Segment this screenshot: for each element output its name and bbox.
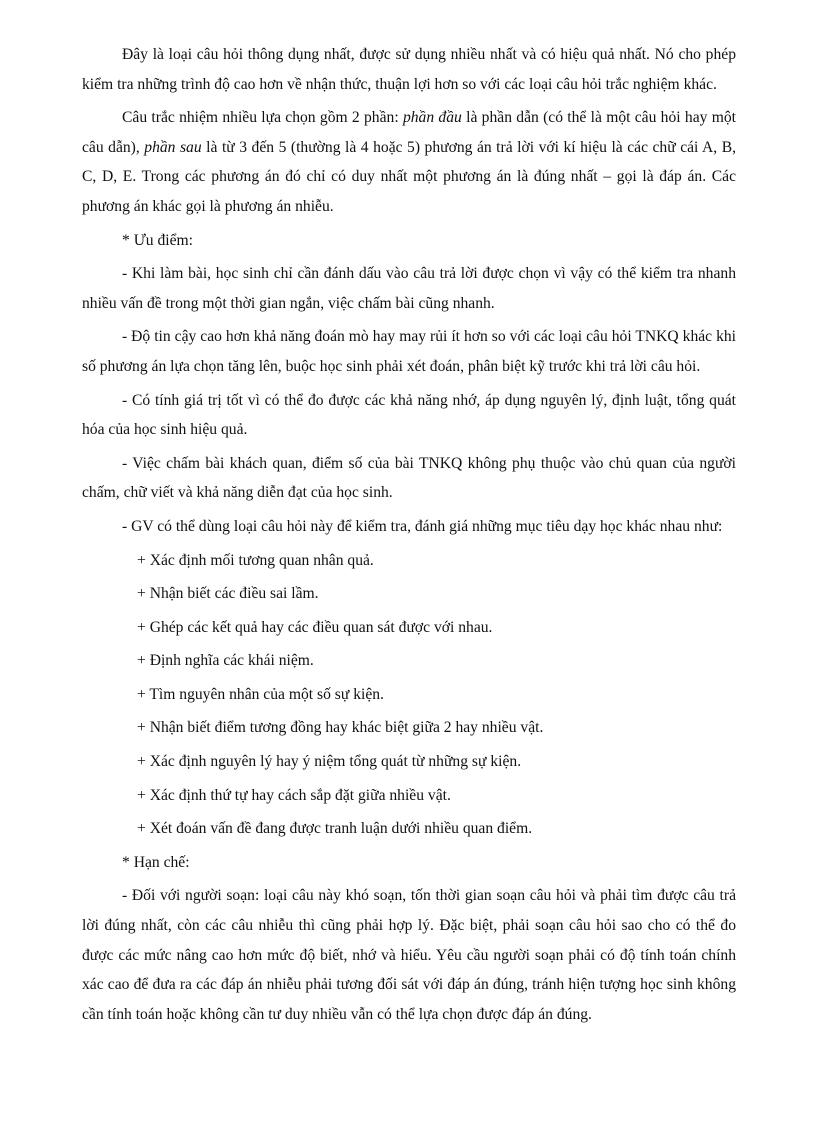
advantage-item: - Có tính giá trị tốt vì có thể đo được các khả năng nhớ, áp dụng nguyên lý, định luật, tổng quát hóa của học sinh hiệu quả.	[82, 391, 736, 439]
advantages-heading: * Ưu điểm:	[122, 231, 194, 249]
advantage-item: - Khi làm bài, học sinh chỉ cần đánh dấu vào câu trả lời được chọn vì vậy có thể kiểm tra nhanh nhiều vấn đề trong một thời gian ngắn, việc chấm bài cũng nhanh.	[82, 265, 736, 312]
advantage-item: - GV có thể dùng loại câu hỏi này để kiểm tra, đánh giá những mục tiêu dạy học khác nhau như:	[122, 517, 723, 535]
objective-item: + Xác định thứ tự hay cách sắp đặt giữa nhiều vật.	[137, 786, 451, 804]
objective-item: + Nhận biết các điều sai lầm.	[137, 585, 319, 603]
objective-item: + Xác định mối tương quan nhân quả.	[137, 551, 374, 569]
structure-mid: là phần dẫn (có thể là một câu hỏi hay một câu dẫn),	[82, 109, 736, 156]
limitation-item: - Đối với người soạn: loại câu này khó soạn, tốn thời gian soạn câu hỏi và phải tìm được câu trả lời đúng nhất, còn các câu nhiễu thì cũng phải hợp lý. Đặc biệt, phải soạn câu hỏi sao cho có thể đo được các mức nâng cao hơn mức độ biết, nhớ và hiểu. Yêu cầu người soạn phải có độ tính toán chính xác cao để đưa ra các đáp án nhiễu phải tương đối sát với đáp án đúng, tránh hiện tượng học sinh không cần tính toán hoặc không cần tư duy nhiều vẫn có thể lựa chọn được đáp án đúng.	[82, 887, 736, 1023]
objective-item: + Xác định nguyên lý hay ý niệm tổng quát từ những sự kiện.	[137, 753, 522, 771]
term-first-part: phần đầu	[402, 109, 462, 127]
paragraph-structure	[82, 103, 736, 221]
limitations-heading: * Hạn chế:	[122, 853, 190, 871]
paragraph-intro: Đây là loại câu hỏi thông dụng nhất, được sử dụng nhiều nhất và có hiệu quả nhất. Nó cho phép kiểm tra những trình độ cao hơn về nhận thức, thuận lợi hơn so với các loại câu hỏi trắc nghiệm khác.	[82, 46, 736, 93]
objective-item: + Định nghĩa các khái niệm.	[137, 652, 314, 670]
term-second-part: phần sau	[144, 138, 202, 156]
document-page	[82, 40, 736, 1033]
advantage-item: - Việc chấm bài khách quan, điểm số của bài TNKQ không phụ thuộc vào chủ quan của người chấm, chữ viết và khả năng diễn đạt của học sinh.	[82, 454, 736, 502]
structure-intro: Câu trắc nhiệm nhiều lựa chọn gồm 2 phần:	[122, 109, 403, 127]
objective-item: + Tìm nguyên nhân của một số sự kiện.	[137, 685, 384, 703]
objective-item: + Nhận biết điểm tương đồng hay khác biệt giữa 2 hay nhiều vật.	[137, 719, 544, 737]
advantage-item: - Độ tin cậy cao hơn khả năng đoán mò hay may rủi ít hơn so với các loại câu hỏi TNKQ khác khi số phương án lựa chọn tăng lên, buộc học sinh phải xét đoán, phân biệt kỹ trước khi trả lời câu hỏi.	[82, 328, 736, 375]
objective-item: + Xét đoán vấn đề đang được tranh luận dưới nhiều quan điểm.	[137, 820, 533, 838]
objective-item: + Ghép các kết quả hay các điều quan sát được với nhau.	[137, 618, 493, 636]
structure-rest: là từ 3 đến 5 (thường là 4 hoặc 5) phương án trả lời với kí hiệu là các chữ cái A, B, C, D, E. Trong các phương án đó chỉ có duy nhất một phương án là đúng nhất – gọi là đáp án. Các phương án khác gọi là phương án nhiễu.	[82, 138, 736, 215]
